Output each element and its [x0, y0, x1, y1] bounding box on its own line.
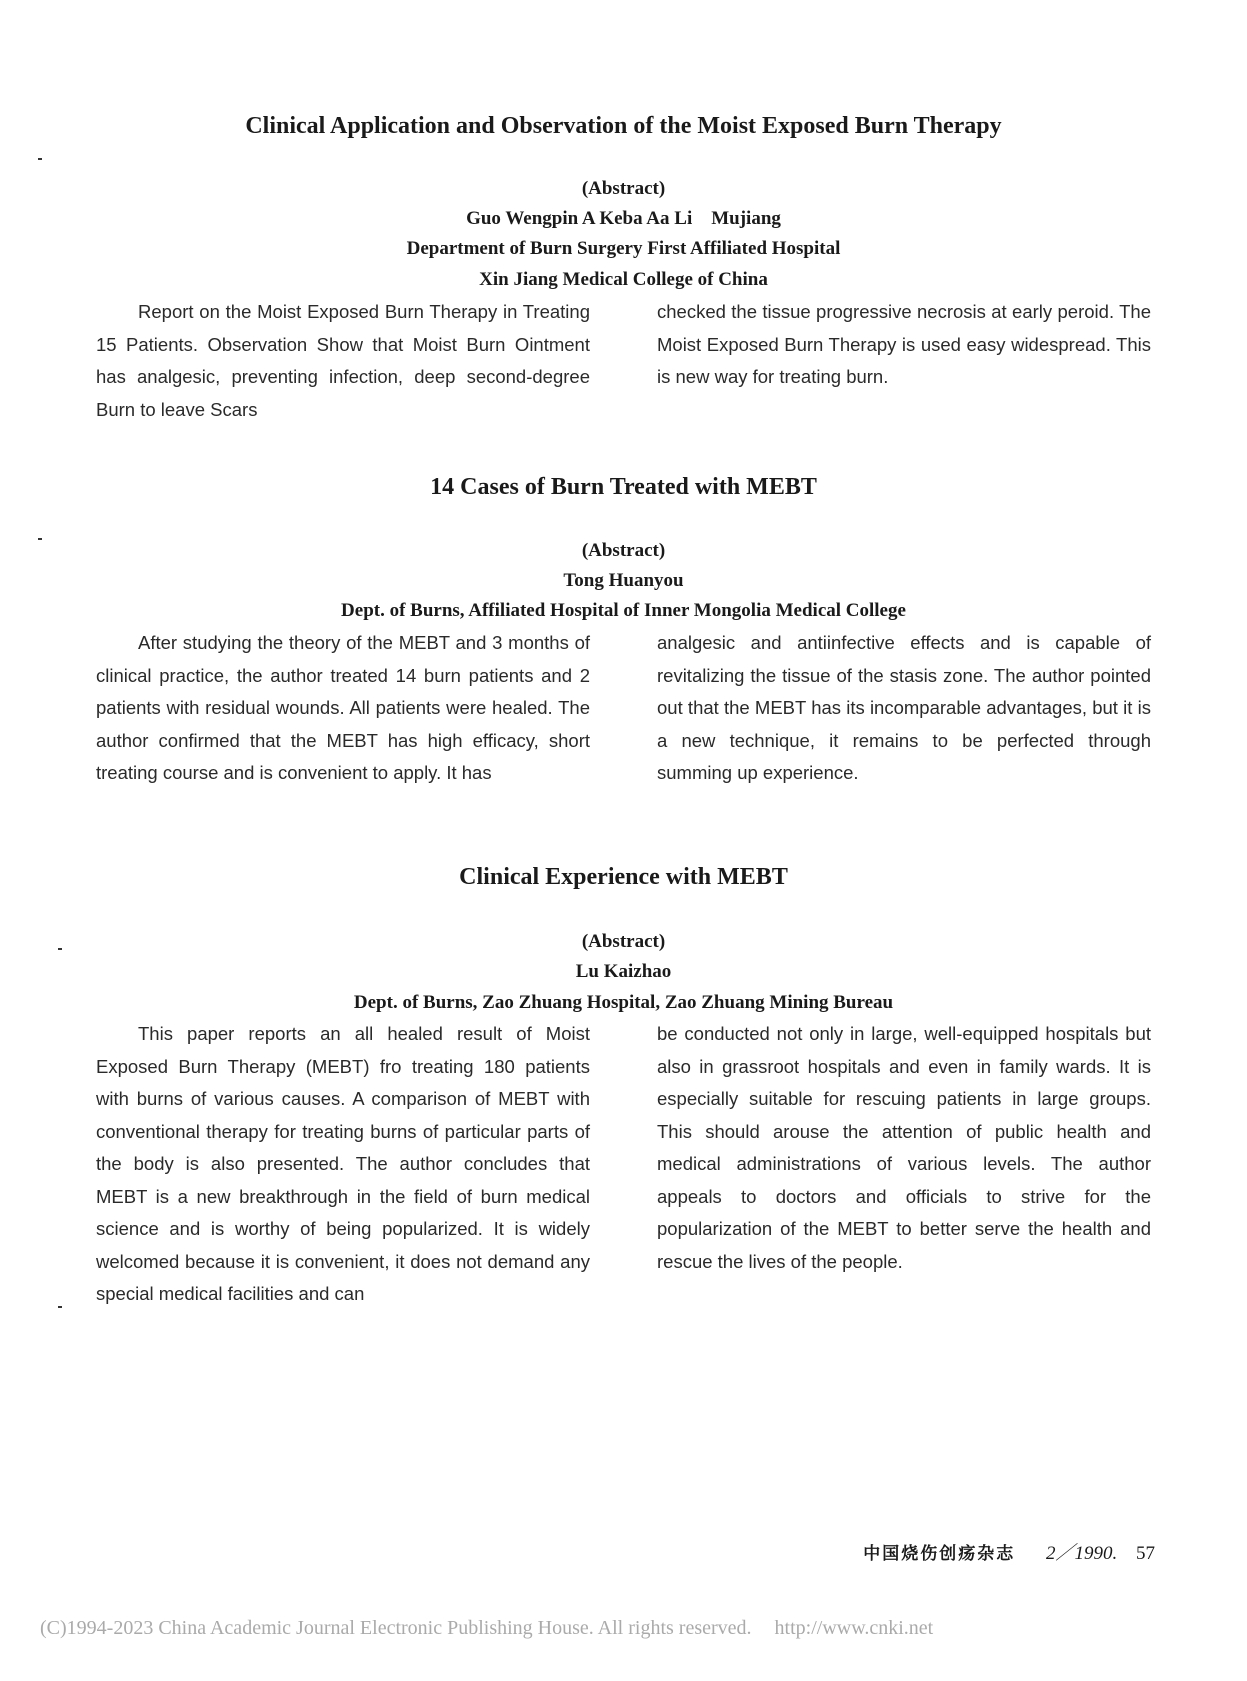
article-3-abstract-right: be conducted not only in large, well-equipped hospitals but also in grassroot hospitals and even in family wards. It is especially suitable for rescuing patients in large groups. This should arouse the attention of public health and medical administrations of various levels. The author appeals to doctors and officials to strive for the popularization of the MEBT to better serve the health and rescue the lives of the people.	[657, 1023, 1151, 1272]
article-1-label: (Abstract)	[581, 178, 666, 199]
page-number: 57	[1136, 1543, 1155, 1564]
scan-speck	[58, 948, 62, 950]
article-3-label: (Abstract)	[581, 931, 666, 952]
article-2-abstract-right: analgesic and antiinfective effects and is capable of revitalizing the tissue of the stasis zone. The author pointed out that the MEBT has its incomparable advantages, but it is a new technique, it remains to be perfected through summing up experience.	[657, 632, 1151, 783]
article-3-abstract-left: This paper reports an all healed result of Moist Exposed Burn Therapy (MEBT) fro treating 180 patients with burns of various causes. A comparison of MEBT with conventional therapy for treating burns of particular parts of the body is also presented. The author concludes that MEBT is a new breakthrough in the field of burn medical science and is worthy of being popularized. It is widely welcomed because it is convenient, it does not demand any special medical facilities and can	[96, 1023, 590, 1304]
article-2-authors: Tong Huanyou	[563, 570, 684, 591]
journal-name: 中国烧伤创疡杂志	[863, 1544, 1016, 1564]
article-1-abstract-right: checked the tissue progressive necrosis at early peroid. The Moist Exposed Burn Therapy is used easy widespread. This is new way for treating burn.	[657, 301, 1151, 387]
article-3-title: Clinical Experience with MEBT	[459, 864, 788, 890]
scan-speck	[38, 538, 42, 540]
copyright-url[interactable]: http://www.cnki.net	[774, 1617, 934, 1639]
copyright-text: (C)1994-2023 China Academic Journal Electronic Publishing House. All rights reserved.	[40, 1617, 752, 1639]
issue-number: 2／1990.	[1045, 1543, 1118, 1564]
article-3-affiliation: Dept. of Burns, Zao Zhuang Hospital, Zao Zhuang Mining Bureau	[353, 992, 894, 1013]
article-2-abstract-left: After studying the theory of the MEBT and 3 months of clinical practice, the author treated 14 burn patients and 2 patients with residual wounds. All patients were healed. The author confirmed that the MEBT has high efficacy, short treating course and is convenient to apply. It has	[96, 632, 590, 783]
article-1-authors: Guo Wengpin A Keba Aa Li Mujiang	[466, 208, 781, 229]
article-1-abstract-left: Report on the Moist Exposed Burn Therapy in Treating 15 Patients. Observation Show that Moist Burn Ointment has analgesic, preventing infection, deep second-degree Burn to leave Scars	[96, 301, 590, 420]
article-2-affiliation: Dept. of Burns, Affiliated Hospital of Inner Mongolia Medical College	[341, 600, 906, 621]
article-2-label: (Abstract)	[581, 540, 666, 561]
article-2-title: 14 Cases of Burn Treated with MEBT	[430, 474, 817, 500]
article-1-affiliation-2: Xin Jiang Medical College of China	[479, 269, 768, 290]
article-3-authors: Lu Kaizhao	[575, 961, 672, 982]
article-1-title: Clinical Application and Observation of the Moist Exposed Burn Therapy	[245, 113, 1002, 139]
page-footer	[863, 1538, 1155, 1565]
scan-speck	[38, 158, 42, 160]
copyright-watermark	[40, 1617, 1220, 1640]
scan-speck	[58, 1306, 62, 1308]
article-1-affiliation-1: Department of Burn Surgery First Affiliated Hospital	[406, 238, 841, 259]
